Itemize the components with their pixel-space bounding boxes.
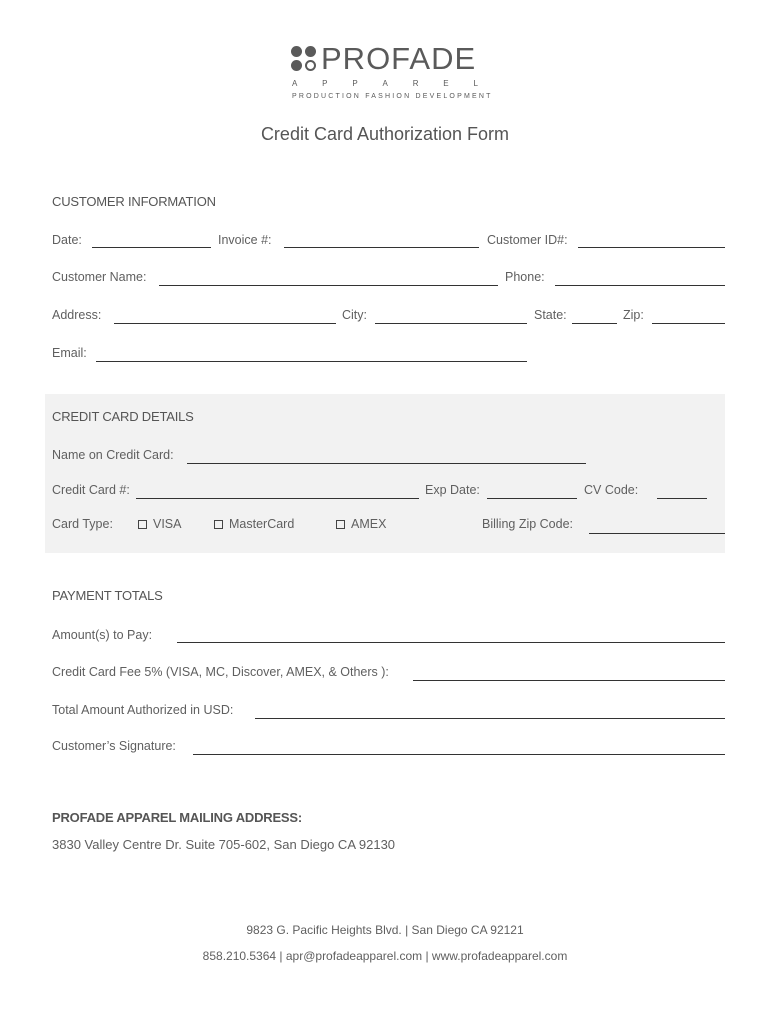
name-on-card-field[interactable]: [187, 463, 586, 464]
name-on-card-label: Name on Credit Card:: [52, 448, 174, 462]
date-label: Date:: [52, 233, 82, 247]
brand-tagline: PRODUCTION FASHION DEVELOPMENT: [292, 93, 493, 100]
brand-sub: [292, 79, 478, 88]
brand-sub-letter: P: [352, 79, 358, 88]
footer-contact: 858.210.5364 | apr@profadeapparel.com | www.profadeapparel.com: [202, 949, 568, 963]
exp-date-field[interactable]: [487, 498, 577, 499]
company-logo: [290, 41, 493, 104]
billing-zip-label: Billing Zip Code:: [482, 517, 574, 531]
total-label: Total Amount Authorized in USD:: [52, 703, 234, 717]
date-field[interactable]: [92, 247, 211, 248]
mastercard-label: MasterCard: [229, 517, 295, 531]
invoice-field[interactable]: [284, 247, 479, 248]
brand-sub-letter: P: [322, 79, 328, 88]
card-type-label: Card Type:: [52, 517, 113, 531]
brand-sub-letter: E: [443, 79, 449, 88]
customer-name-label: Customer Name:: [52, 270, 147, 284]
page-title: Credit Card Authorization Form: [260, 124, 510, 144]
customer-id-field[interactable]: [578, 247, 725, 248]
mailing-address: 3830 Valley Centre Dr. Suite 705-602, San Diego CA 92130: [52, 837, 396, 852]
amex-label: AMEX: [351, 517, 387, 531]
brand-sub-letter: A: [382, 79, 388, 88]
logo-circles-icon: [290, 45, 318, 73]
card-type-mastercard[interactable]: [214, 516, 294, 532]
checkbox-icon[interactable]: [138, 520, 147, 529]
customer-id-label: Customer ID#:: [487, 233, 568, 247]
checkbox-icon[interactable]: [214, 520, 223, 529]
city-field[interactable]: [375, 323, 527, 324]
amount-label: Amount(s) to Pay:: [52, 628, 153, 642]
brand-name: PROFADE: [321, 41, 477, 76]
mailing-address-heading: PROFADE APPAREL MAILING ADDRESS:: [52, 810, 303, 825]
zip-label: Zip:: [623, 308, 644, 322]
state-label: State:: [534, 308, 567, 322]
credit-card-heading: CREDIT CARD DETAILS: [52, 409, 194, 424]
state-field[interactable]: [572, 323, 617, 324]
email-field[interactable]: [96, 361, 527, 362]
exp-date-label: Exp Date:: [425, 483, 480, 497]
card-number-label: Credit Card #:: [52, 483, 130, 497]
brand-sub-letter: L: [473, 79, 478, 88]
signature-field[interactable]: [193, 754, 725, 755]
customer-name-field[interactable]: [159, 285, 498, 286]
fee-label: Credit Card Fee 5% (VISA, MC, Discover, AMEX, & Others ):: [52, 665, 389, 679]
brand-sub-letter: R: [412, 79, 419, 88]
signature-label: Customer’s Signature:: [52, 739, 176, 753]
cv-code-label: CV Code:: [584, 483, 639, 497]
cv-code-field[interactable]: [657, 498, 707, 499]
email-label: Email:: [52, 346, 87, 360]
amount-field[interactable]: [177, 642, 725, 643]
checkbox-icon[interactable]: [336, 520, 345, 529]
billing-zip-field[interactable]: [589, 533, 725, 534]
address-label: Address:: [52, 308, 102, 322]
zip-field[interactable]: [652, 323, 725, 324]
phone-field[interactable]: [555, 285, 725, 286]
city-label: City:: [342, 308, 367, 322]
customer-info-heading: CUSTOMER INFORMATION: [52, 194, 216, 209]
visa-label: VISA: [153, 517, 182, 531]
footer-address: 9823 G. Pacific Heights Blvd. | San Diego CA 92121: [246, 923, 524, 937]
total-field[interactable]: [255, 718, 725, 719]
phone-label: Phone:: [505, 270, 545, 284]
brand-sub-letter: A: [292, 79, 298, 88]
address-field[interactable]: [114, 323, 336, 324]
invoice-label: Invoice #:: [218, 233, 272, 247]
fee-field[interactable]: [413, 680, 725, 681]
payment-totals-heading: PAYMENT TOTALS: [52, 588, 163, 603]
card-number-field[interactable]: [136, 498, 419, 499]
card-type-amex[interactable]: [336, 516, 386, 532]
card-type-visa[interactable]: [138, 516, 182, 532]
